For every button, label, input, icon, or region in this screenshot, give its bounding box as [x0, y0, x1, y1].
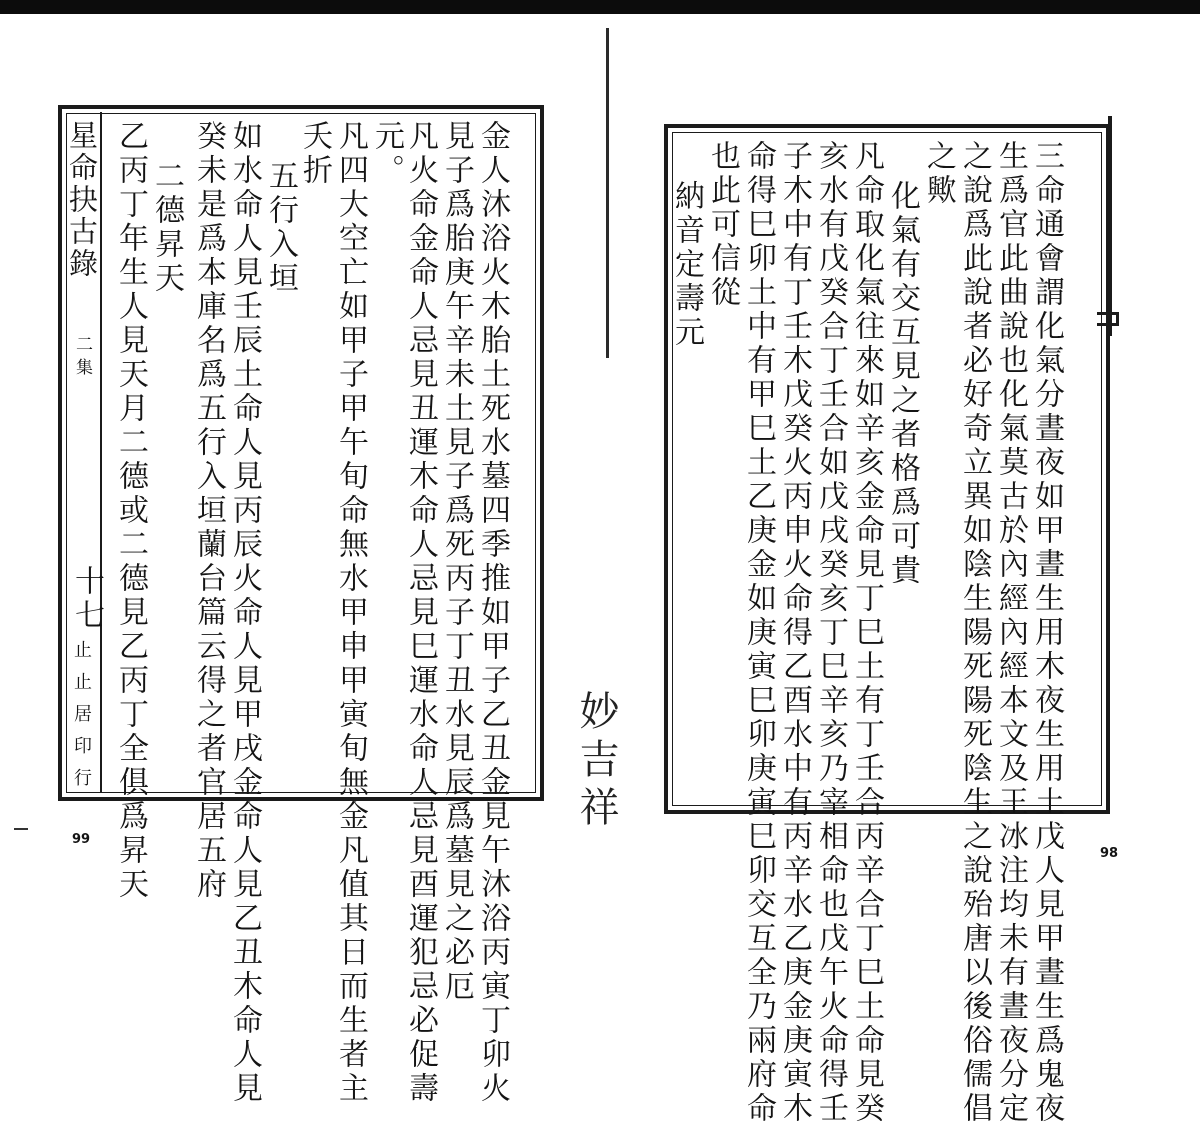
page-number-right: 98: [1100, 846, 1119, 861]
text-column: 金人沐浴火木胎土死水墓四季推如甲子乙丑金見午沐浴丙寅丁卯火: [475, 120, 510, 1106]
folio-number: 十七: [69, 565, 104, 633]
text-column: 見子爲胎庚午辛未土見子爲死丙子丁丑水見辰爲墓見之必厄: [439, 120, 474, 1004]
text-column: 三命通會謂化氣分晝夜如甲晝生用木夜生用土戊人見甲晝生爲鬼夜: [1029, 140, 1064, 1126]
section-heading: 納音定壽元: [669, 180, 704, 350]
text-column: 凡命取化氣往來如辛亥金命見丁巳土有丁壬合丙辛合丁巳土命見癸: [849, 140, 884, 1126]
section-heading: 化氣有交互見之者格爲可貴: [885, 180, 920, 588]
book-gutter: [606, 28, 609, 358]
text-column: 子木中有丁壬木戊癸火丙申火命得乙酉水中有丙辛水乙庚金庚寅木: [777, 140, 812, 1126]
page-edge: [1108, 116, 1112, 336]
scan-top-border: [0, 0, 1200, 14]
scan-mark: [14, 828, 28, 830]
text-column: 乙丙丁年生人見天月二德或二德見乙丙丁全俱爲昇天: [113, 120, 148, 902]
text-column: 之說爲此說者必好奇立異如陰生陽死陽死陰生之說殆唐以後俗儒倡: [957, 140, 992, 1126]
margin-tab: [1097, 312, 1119, 326]
text-column: 生爲官此曲說也化氣莫古於內經內經本文及王冰注均未有晝夜分定: [993, 140, 1028, 1126]
section-heading: 二德昇天: [149, 160, 184, 296]
text-column: 夭折: [297, 120, 332, 188]
text-column: 亥水有戊癸合丁壬合如戊戌癸亥丁巳辛亥乃宰相命也戊午火命得壬: [813, 140, 848, 1126]
volume-label: 二集: [72, 335, 92, 381]
section-heading: 五行入垣: [263, 160, 298, 296]
book-title: 星命抉古錄: [65, 120, 99, 280]
text-column: 命得巳卯土中有甲巳土乙庚金如庚寅巳卯庚寅巳卯交互全乃兩府命: [741, 140, 776, 1126]
text-column: 也此可信從: [705, 140, 740, 310]
text-column: 癸未是爲本庫名爲五行入垣蘭台篇云得之者官居五府: [191, 120, 226, 902]
text-column: 凡火命金命人忌見丑運木命人忌見巳運水命人忌見酉運犯忌必促壽: [403, 120, 438, 1106]
text-column: 如水命人見壬辰土命人見丙辰火命人見甲戌金命人見乙丑木命人見: [227, 120, 262, 1106]
text-column: 之歟: [921, 140, 956, 208]
page-number-left: 99: [72, 832, 91, 847]
text-column: 元。: [369, 120, 404, 188]
text-column: 凡四大空亡如甲子甲午旬命無水甲申甲寅旬無金凡值其日而生者主: [333, 120, 368, 1106]
seal-stamp: 妙吉祥: [573, 690, 619, 834]
publisher-label: 止止居印行: [71, 640, 92, 800]
